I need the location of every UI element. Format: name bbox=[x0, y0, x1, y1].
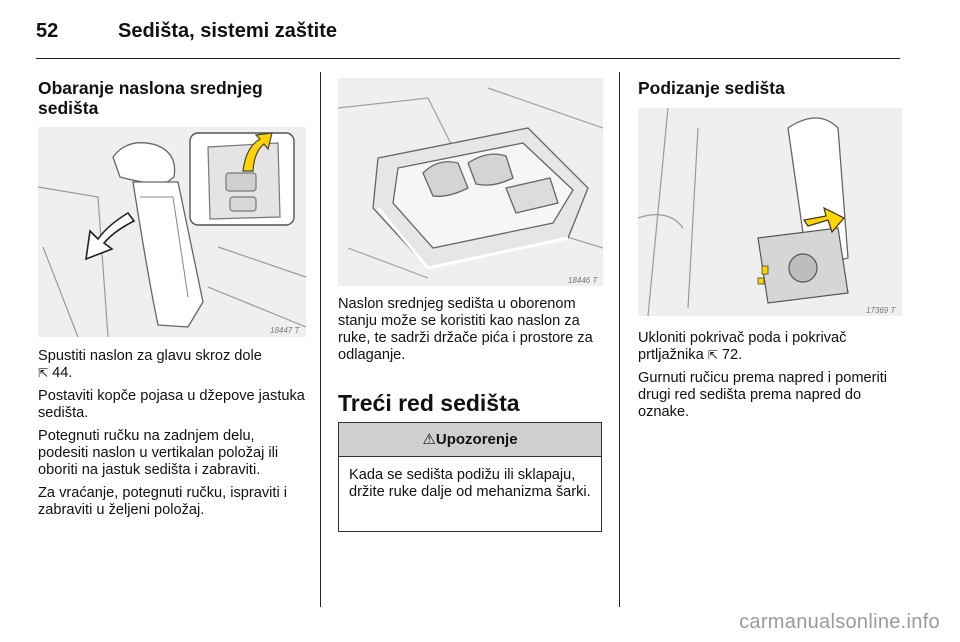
middle-heading-block bbox=[338, 390, 604, 417]
paragraph-headrest: Spustiti naslon za glavu skroz dole bbox=[38, 348, 262, 364]
figure-id-right: 17369 T bbox=[866, 306, 896, 315]
page-ref-72[interactable]: 72. bbox=[721, 347, 743, 363]
page-header bbox=[36, 20, 906, 56]
section-heading-third-row: Treći red sedišta bbox=[338, 390, 520, 416]
figure-id-middle: 18446 T bbox=[568, 276, 598, 285]
column-divider-left bbox=[320, 72, 321, 607]
right-column bbox=[638, 78, 904, 98]
left-text bbox=[38, 348, 308, 525]
right-text bbox=[638, 330, 904, 427]
warning-box bbox=[338, 422, 602, 532]
page-ref-arrow-icon: ⇱ bbox=[38, 366, 49, 380]
watermark: carmanualsonline.info bbox=[739, 611, 940, 633]
paragraph-buckles: Postaviti kopče pojasa u džepove jastuka sedišta. bbox=[38, 388, 305, 421]
paragraph-push-lever: Gurnuti ručicu prema napred i pomeriti drugi red sedišta prema napred do oznake. bbox=[638, 370, 888, 420]
section-heading-raise: Podizanje sedišta bbox=[638, 78, 785, 98]
middle-text bbox=[338, 296, 604, 370]
column-divider-right bbox=[619, 72, 620, 607]
page-number: 52 bbox=[36, 20, 59, 42]
illustration-seat-fold bbox=[38, 127, 306, 337]
remove-cover-text: Ukloniti pokrivač poda i pokrivač prtljažnika bbox=[638, 330, 847, 363]
paragraph-headrest-ref bbox=[38, 365, 308, 382]
running-title: Sedišta, sistemi zaštite bbox=[118, 20, 337, 42]
page-ref-arrow-icon: ⇱ bbox=[707, 348, 718, 362]
illustration-seat-raise bbox=[638, 108, 902, 316]
warning-body bbox=[339, 457, 601, 511]
illustration-armrest bbox=[338, 78, 603, 286]
page-ref-44[interactable]: 44. bbox=[52, 365, 73, 381]
warning-text: Kada se sedišta podižu ili sklapaju, držite ruke dalje od mehanizma šarki. bbox=[349, 467, 591, 500]
paragraph-armrest: Naslon srednjeg sedišta u oborenom stanju može se koristiti kao naslon za ruke, te sadrži držače pića i prostore za odlaganje. bbox=[338, 296, 593, 363]
section-heading-fold: Obaranje naslona srednjeg sedišta bbox=[38, 78, 263, 118]
warning-title: Upozorenje bbox=[435, 431, 518, 448]
paragraph-handle: Potegnuti ručku na zadnjem delu, podesiti naslon u vertikalan položaj ili oboriti na jastuk sedišta i zabraviti. bbox=[38, 428, 279, 478]
paragraph-remove-cover bbox=[638, 330, 904, 364]
figure-id-left: 18447 T bbox=[270, 326, 300, 335]
warning-header bbox=[339, 423, 601, 457]
paragraph-return: Za vraćanje, potegnuti ručku, ispraviti i zabraviti u željeni položaj. bbox=[38, 485, 288, 518]
warning-triangle-icon: ⚠ bbox=[422, 430, 436, 448]
header-rule bbox=[36, 58, 900, 59]
left-column bbox=[38, 78, 304, 118]
